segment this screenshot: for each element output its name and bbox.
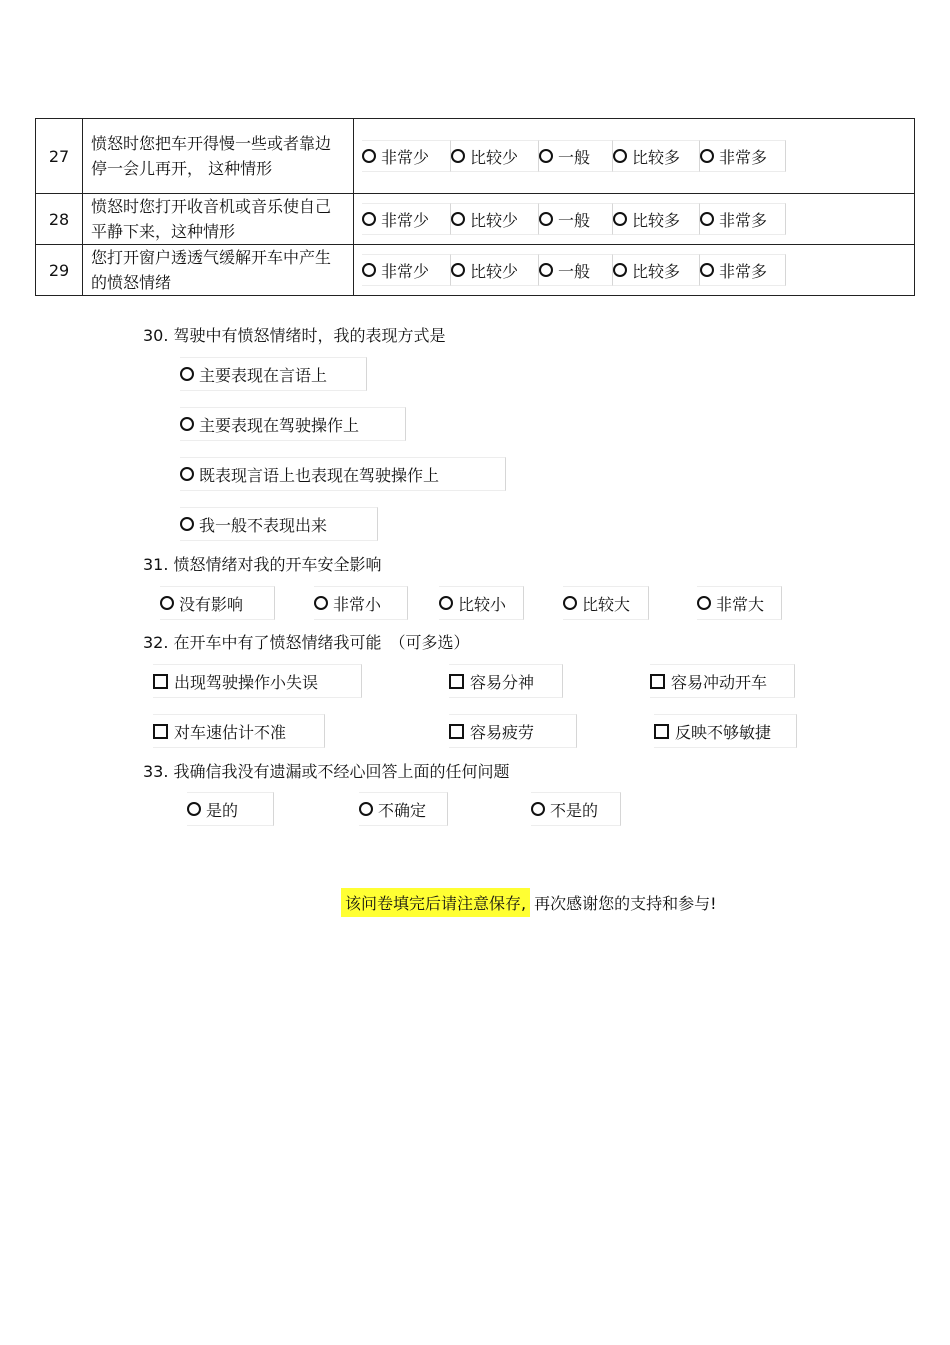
- radio-icon[interactable]: [697, 596, 711, 610]
- q31-option-fairly-small[interactable]: 比较小: [439, 586, 524, 620]
- checkbox-icon[interactable]: [654, 724, 669, 739]
- option-fairly-few[interactable]: 比较少: [451, 203, 539, 235]
- question-31-title: 31. 愤怒情绪对我的开车安全影响: [143, 555, 382, 574]
- option-very-many[interactable]: 非常多: [700, 254, 786, 286]
- q32-option-speed-misjudge[interactable]: 对车速估计不准: [153, 714, 325, 748]
- question-text: 愤怒时您把车开得慢一些或者靠边停一会儿再开， 这种情形: [83, 119, 354, 194]
- answer-options: [354, 194, 915, 245]
- radio-icon[interactable]: [362, 212, 376, 226]
- question-number: 28: [36, 194, 83, 245]
- question-33-title: 33. 我确信我没有遗漏或不经心回答上面的任何问题: [143, 762, 510, 781]
- radio-icon[interactable]: [180, 517, 194, 531]
- radio-icon[interactable]: [362, 149, 376, 163]
- q33-option-no[interactable]: 不是的: [531, 792, 621, 826]
- radio-icon[interactable]: [539, 149, 553, 163]
- question-table: [35, 118, 915, 296]
- radio-icon[interactable]: [451, 149, 465, 163]
- question-text: 您打开窗户透透气缓解开车中产生的愤怒情绪: [83, 245, 354, 296]
- radio-icon[interactable]: [613, 212, 627, 226]
- option-fairly-few[interactable]: 比较少: [451, 140, 539, 172]
- q31-option-very-large[interactable]: 非常大: [697, 586, 782, 620]
- radio-icon[interactable]: [613, 149, 627, 163]
- radio-icon[interactable]: [700, 149, 714, 163]
- option-fairly-few[interactable]: 比较少: [451, 254, 539, 286]
- question-32-title: 32. 在开车中有了愤怒情绪我可能 （可多选）: [143, 633, 470, 652]
- option-average[interactable]: 一般: [539, 140, 613, 172]
- radio-icon[interactable]: [451, 263, 465, 277]
- table-row: [36, 119, 915, 194]
- q30-option-both[interactable]: 既表现言语上也表现在驾驶操作上: [180, 457, 506, 491]
- q32-option-distracted[interactable]: 容易分神: [449, 664, 563, 698]
- answer-options: [354, 119, 915, 194]
- radio-icon[interactable]: [439, 596, 453, 610]
- radio-icon[interactable]: [160, 596, 174, 610]
- q33-option-yes[interactable]: 是的: [187, 792, 274, 826]
- q32-option-slow-reaction[interactable]: 反映不够敏捷: [654, 714, 797, 748]
- radio-icon[interactable]: [362, 263, 376, 277]
- radio-icon[interactable]: [563, 596, 577, 610]
- radio-icon[interactable]: [187, 802, 201, 816]
- q30-option-driving[interactable]: 主要表现在驾驶操作上: [180, 407, 406, 441]
- q31-option-very-small[interactable]: 非常小: [314, 586, 408, 620]
- question-30-title: 30. 驾驶中有愤怒情绪时，我的表现方式是: [143, 326, 446, 345]
- radio-icon[interactable]: [451, 212, 465, 226]
- radio-icon[interactable]: [613, 263, 627, 277]
- option-fairly-many[interactable]: 比较多: [613, 203, 700, 235]
- option-very-few[interactable]: 非常少: [362, 140, 451, 172]
- q30-option-verbal[interactable]: 主要表现在言语上: [180, 357, 367, 391]
- question-text: 愤怒时您打开收音机或音乐使自己平静下来，这种情形: [83, 194, 354, 245]
- option-fairly-many[interactable]: 比较多: [613, 140, 700, 172]
- checkbox-icon[interactable]: [153, 724, 168, 739]
- checkbox-icon[interactable]: [153, 674, 168, 689]
- radio-icon[interactable]: [180, 367, 194, 381]
- option-very-few[interactable]: 非常少: [362, 254, 451, 286]
- radio-icon[interactable]: [539, 263, 553, 277]
- radio-icon[interactable]: [700, 263, 714, 277]
- q30-option-none[interactable]: 我一般不表现出来: [180, 507, 378, 541]
- radio-icon[interactable]: [180, 467, 194, 481]
- option-very-few[interactable]: 非常少: [362, 203, 451, 235]
- option-fairly-many[interactable]: 比较多: [613, 254, 700, 286]
- table-row: [36, 245, 915, 296]
- footer-note: [341, 888, 717, 917]
- option-average[interactable]: 一般: [539, 203, 613, 235]
- radio-icon[interactable]: [359, 802, 373, 816]
- save-reminder-highlight: 该问卷填完后请注意保存,: [341, 888, 530, 917]
- thanks-text: 再次感谢您的支持和参与!: [534, 894, 717, 913]
- table-row: [36, 194, 915, 245]
- checkbox-icon[interactable]: [449, 674, 464, 689]
- q32-option-impulsive[interactable]: 容易冲动开车: [650, 664, 795, 698]
- q32-option-minor-errors[interactable]: 出现驾驶操作小失误: [153, 664, 362, 698]
- radio-icon[interactable]: [531, 802, 545, 816]
- option-average[interactable]: 一般: [539, 254, 613, 286]
- q33-option-unsure[interactable]: 不确定: [359, 792, 448, 826]
- answer-options: [354, 245, 915, 296]
- question-number: 27: [36, 119, 83, 194]
- option-very-many[interactable]: 非常多: [700, 140, 786, 172]
- radio-icon[interactable]: [539, 212, 553, 226]
- radio-icon[interactable]: [700, 212, 714, 226]
- radio-icon[interactable]: [314, 596, 328, 610]
- q31-option-fairly-large[interactable]: 比较大: [563, 586, 649, 620]
- option-very-many[interactable]: 非常多: [700, 203, 786, 235]
- checkbox-icon[interactable]: [449, 724, 464, 739]
- question-number: 29: [36, 245, 83, 296]
- checkbox-icon[interactable]: [650, 674, 665, 689]
- q31-option-no-effect[interactable]: 没有影响: [160, 586, 275, 620]
- q32-option-fatigue[interactable]: 容易疲劳: [449, 714, 577, 748]
- radio-icon[interactable]: [180, 417, 194, 431]
